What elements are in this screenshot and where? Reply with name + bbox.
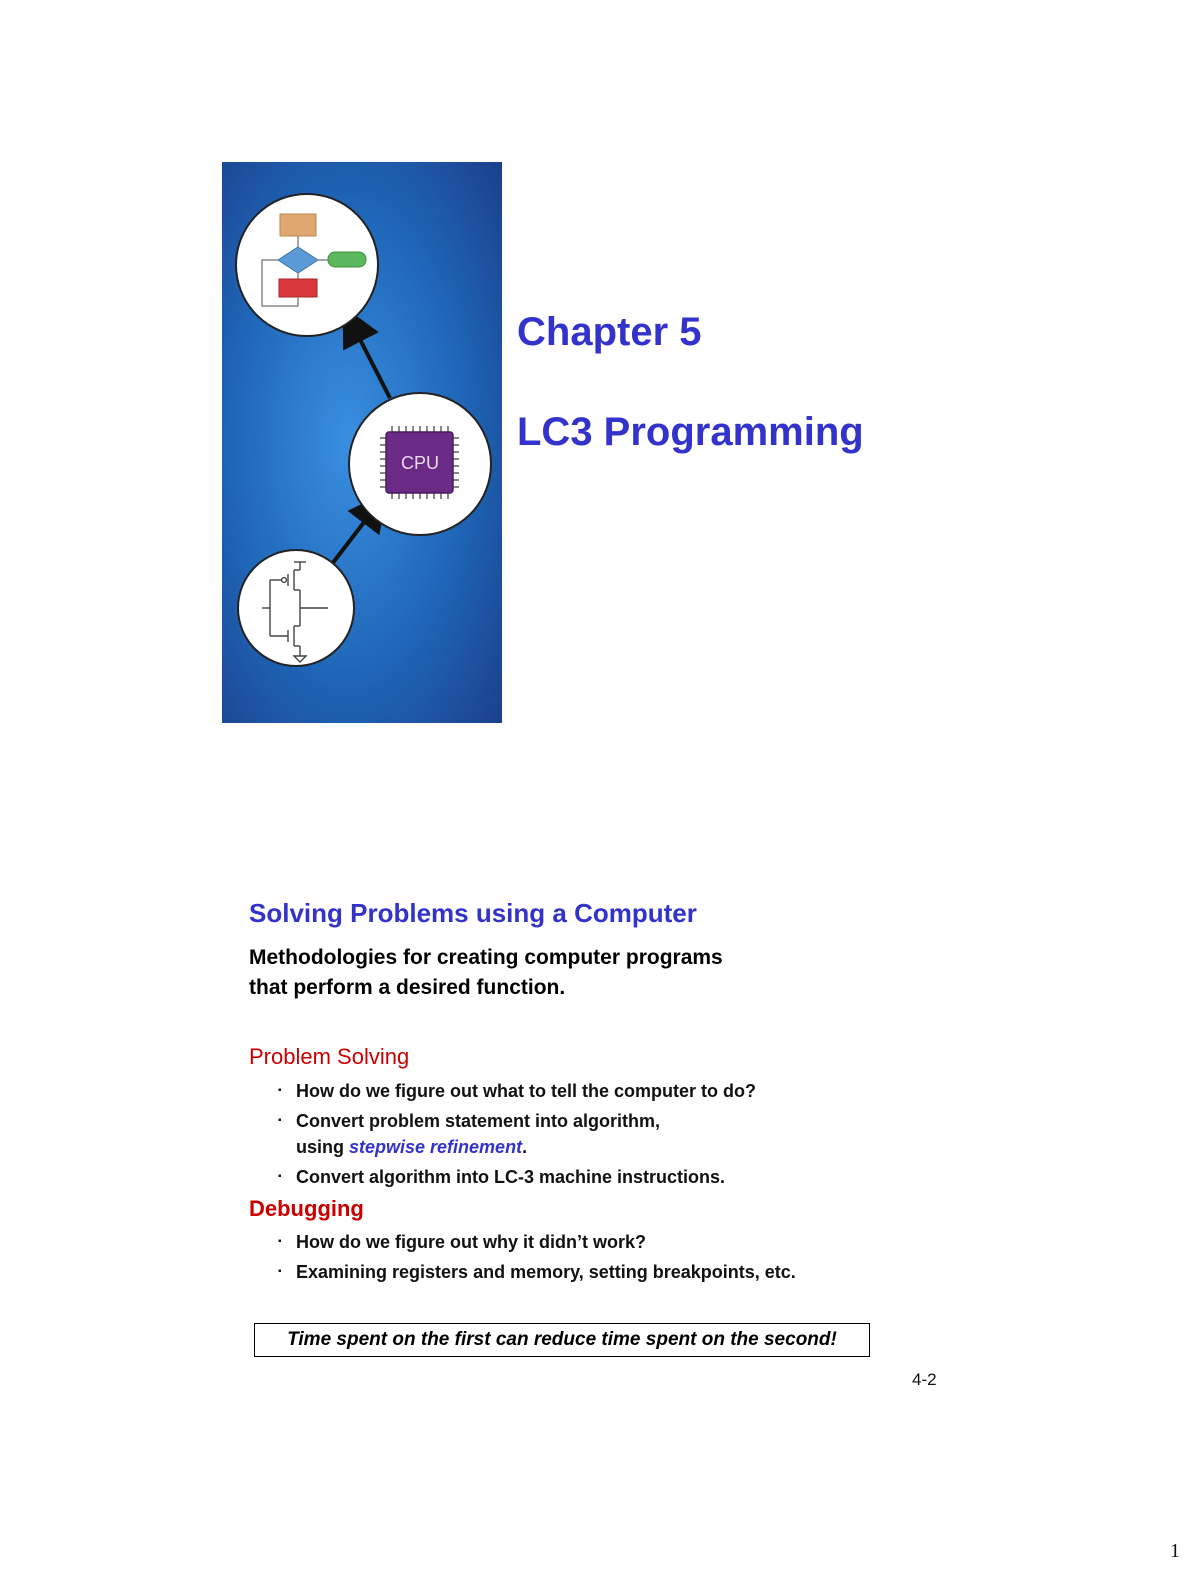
flowchart-terminal-pill bbox=[328, 252, 366, 267]
list-item bbox=[278, 1259, 796, 1285]
problem-solving-list bbox=[278, 1078, 756, 1194]
bullet-text-suffix: . bbox=[522, 1137, 528, 1157]
page-number: 1 bbox=[1170, 1540, 1180, 1562]
problem-solving-heading: Problem Solving bbox=[249, 1044, 410, 1069]
list-item bbox=[278, 1164, 756, 1190]
transistor-circle bbox=[238, 550, 354, 666]
intro-line-2: that perform a desired function. bbox=[249, 976, 566, 999]
flowchart-circle bbox=[236, 194, 378, 336]
bullet-text: How do we figure out why it didn’t work? bbox=[296, 1232, 646, 1252]
chapter-subtitle: LC3 Programming bbox=[517, 410, 864, 454]
cpu-label: CPU bbox=[400, 453, 440, 473]
bullet-text-prefix: using bbox=[296, 1137, 349, 1157]
slide-title: Solving Problems using a Computer bbox=[249, 898, 697, 928]
list-item bbox=[278, 1108, 756, 1160]
bullet-text: How do we figure out what to tell the computer to do? bbox=[296, 1081, 756, 1101]
cpu-chip-icon bbox=[380, 426, 459, 499]
chapter-title: Chapter 5 bbox=[517, 310, 702, 354]
intro-line-1: Methodologies for creating computer programs bbox=[249, 946, 723, 969]
debugging-heading: Debugging bbox=[249, 1196, 364, 1221]
list-item bbox=[278, 1229, 796, 1255]
bullet-text-continuation bbox=[296, 1134, 756, 1160]
slide-number: 4-2 bbox=[912, 1370, 937, 1389]
list-item bbox=[278, 1078, 756, 1104]
bullet-text: Convert algorithm into LC-3 machine instructions. bbox=[296, 1167, 726, 1187]
callout-box: Time spent on the first can reduce time spent on the second! bbox=[254, 1323, 870, 1357]
cpu-circle bbox=[349, 393, 491, 535]
debugging-list bbox=[278, 1229, 796, 1289]
chapter-cover-illustration bbox=[222, 162, 502, 723]
flowchart-end-box bbox=[279, 279, 317, 297]
stepwise-refinement-emphasis: stepwise refinement bbox=[349, 1137, 523, 1157]
bullet-text: Examining registers and memory, setting breakpoints, etc. bbox=[296, 1262, 796, 1282]
slide-intro bbox=[249, 943, 723, 1003]
flowchart-process-box bbox=[280, 214, 316, 236]
bullet-text: ▪ Convert problem statement into algorithm, bbox=[296, 1111, 661, 1131]
